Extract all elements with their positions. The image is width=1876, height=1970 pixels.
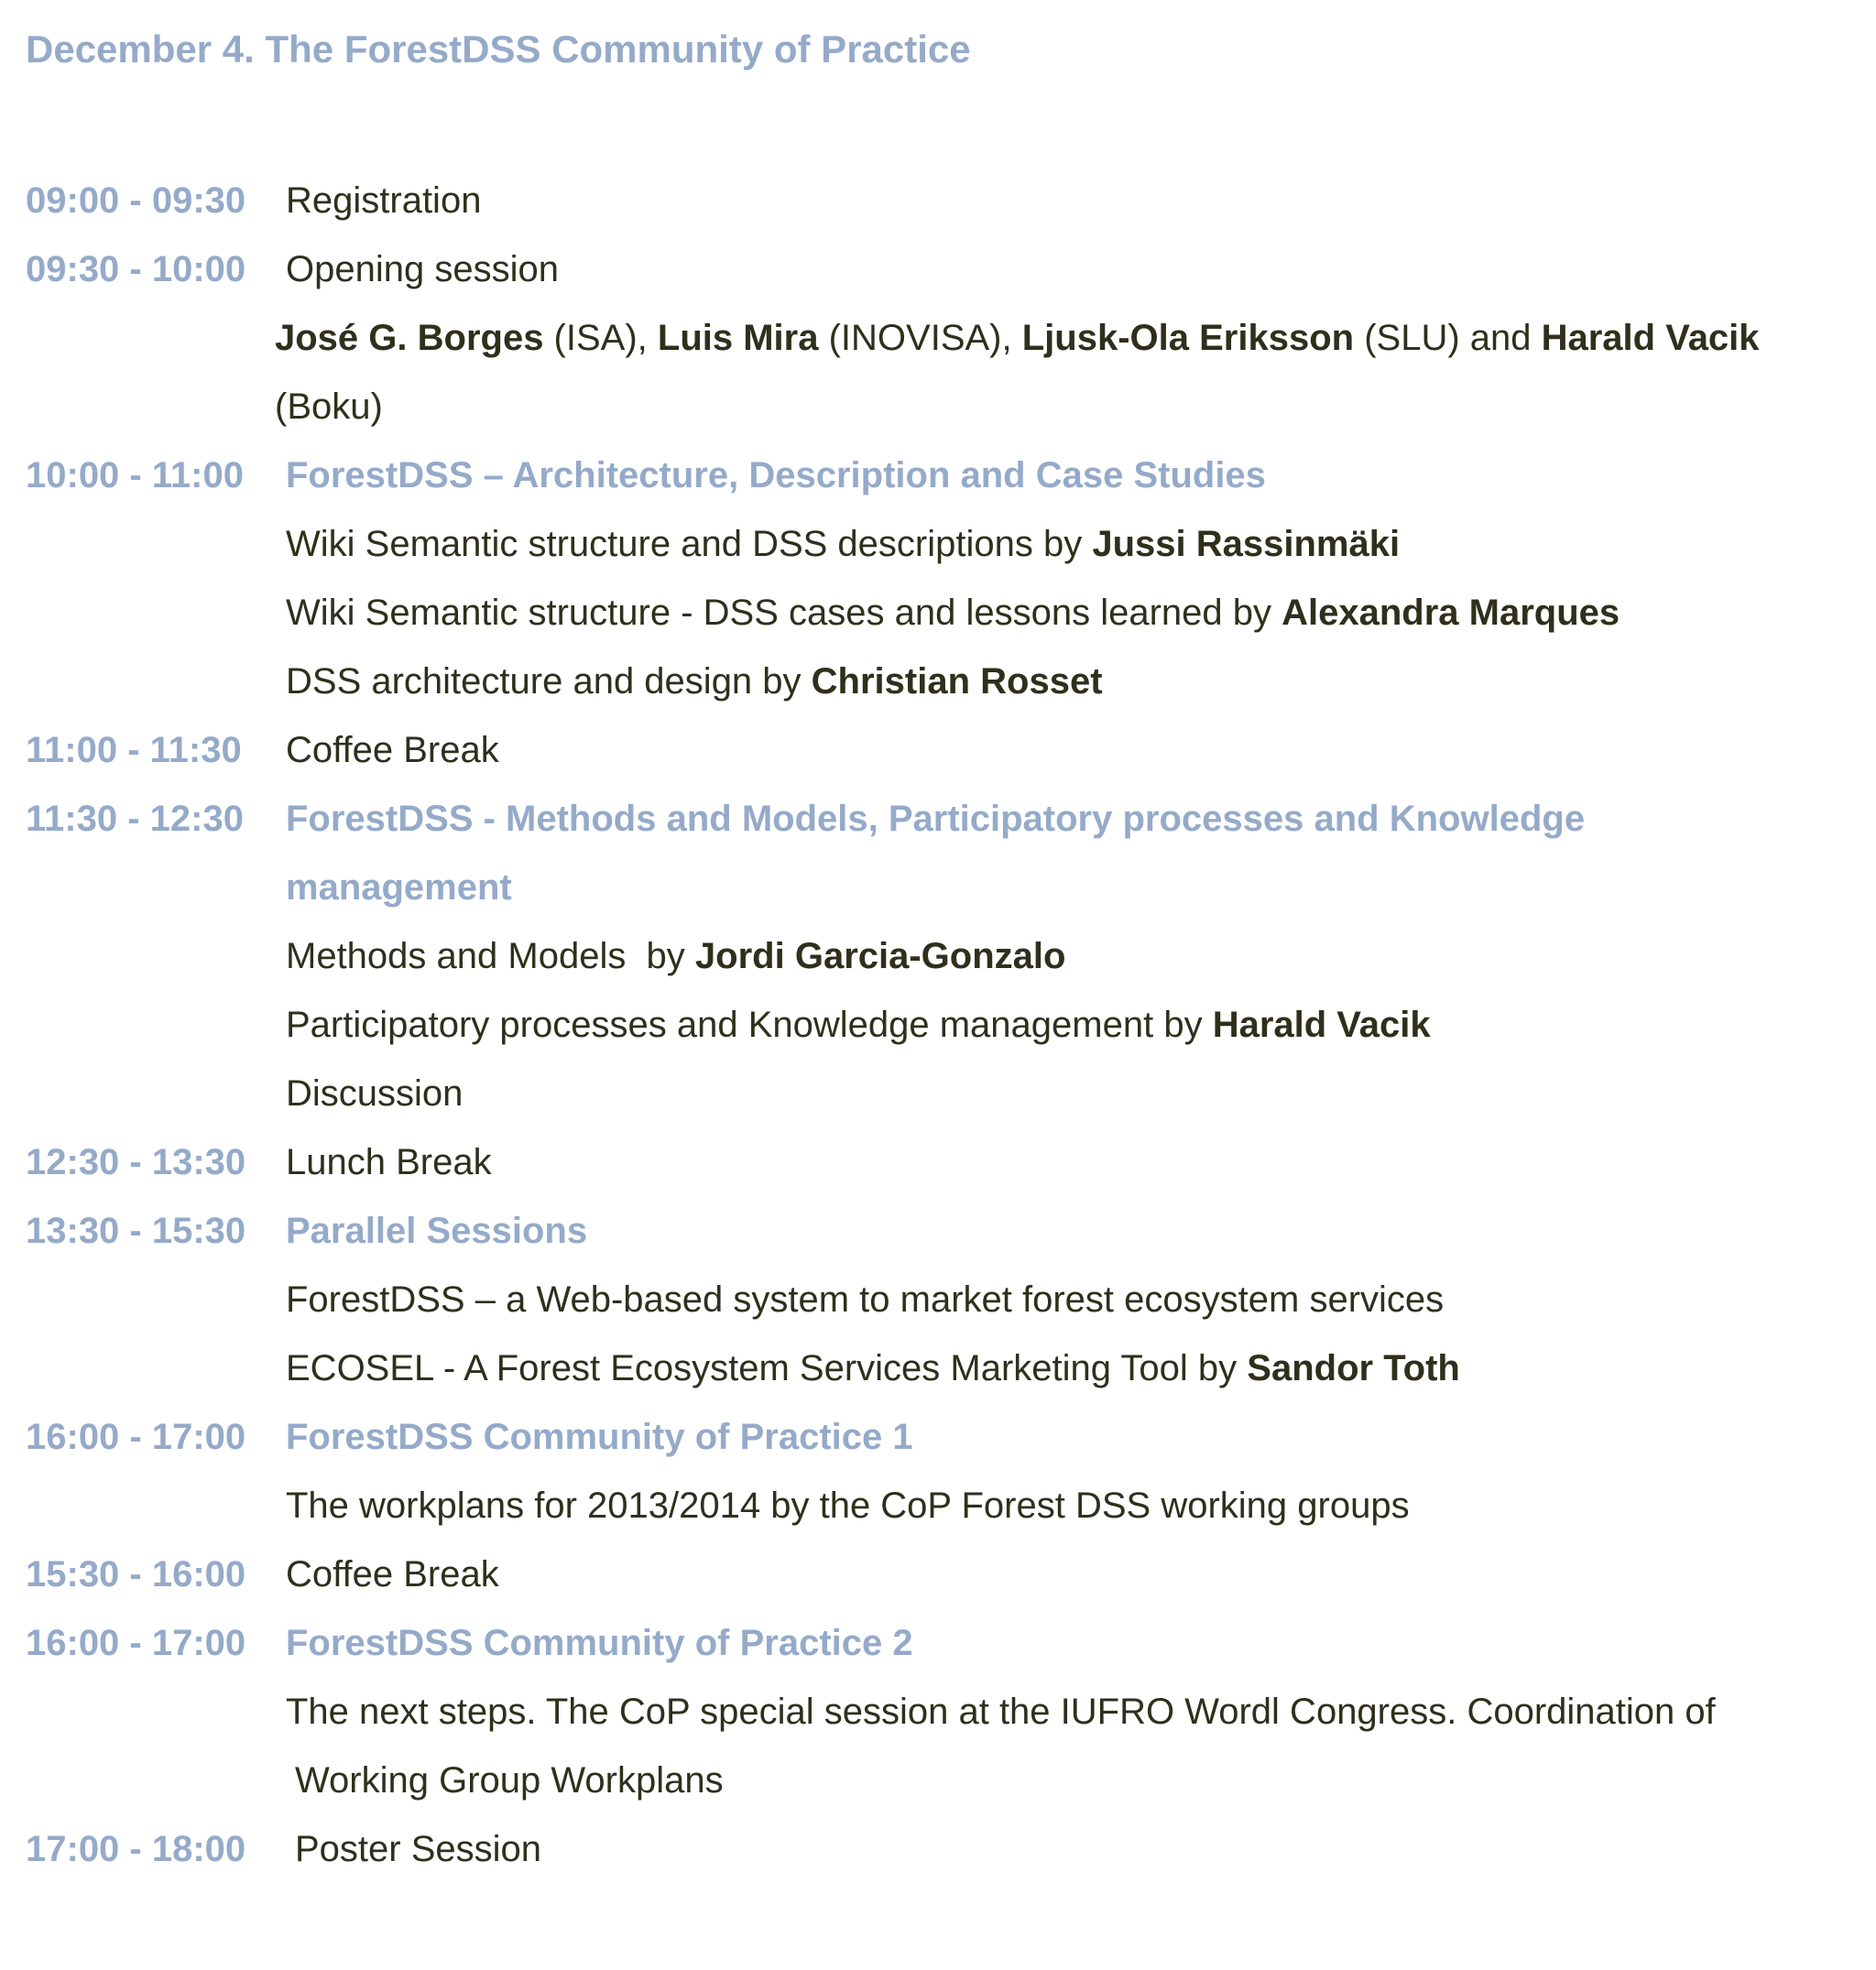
session-title: management bbox=[286, 867, 512, 908]
agenda-row bbox=[0, 1540, 1876, 1609]
speaker-org: (ISA), bbox=[543, 318, 658, 358]
speaker-name: Sandor Toth bbox=[1247, 1348, 1460, 1388]
talk-title: DSS architecture and design by bbox=[286, 661, 812, 702]
speaker-org: (Boku) bbox=[275, 386, 383, 427]
session-title: ForestDSS Community of Practice 2 bbox=[286, 1623, 913, 1663]
session-title: ForestDSS - Methods and Models, Participatory processes and Knowledge bbox=[286, 799, 1586, 839]
talk-line bbox=[0, 922, 1876, 991]
time-slot: 09:30 - 10:00 bbox=[26, 249, 246, 289]
talk-title: The next steps. The CoP special session at the IUFRO Wordl Congress. Coordination of bbox=[286, 1692, 1716, 1732]
time-slot: 11:30 - 12:30 bbox=[26, 799, 244, 839]
talk-line bbox=[0, 1472, 1876, 1540]
agenda-row bbox=[0, 1609, 1876, 1678]
session-title: ForestDSS – Architecture, Description and Case Studies bbox=[286, 455, 1266, 495]
talk-title: Wiki Semantic structure - DSS cases and lessons learned by bbox=[286, 593, 1282, 633]
speaker-name: Jordi Garcia-Gonzalo bbox=[694, 936, 1066, 976]
talk-line bbox=[0, 991, 1876, 1060]
speaker-name: Jussi Rassinmäki bbox=[1092, 524, 1401, 564]
talk-line bbox=[0, 1060, 1876, 1128]
talk-text bbox=[286, 922, 1065, 991]
speaker-name: José G. Borges bbox=[275, 318, 544, 358]
agenda-row bbox=[0, 1815, 1876, 1884]
time-slot: 16:00 - 17:00 bbox=[26, 1623, 246, 1663]
session-title: Parallel Sessions bbox=[286, 1211, 588, 1251]
talk-line bbox=[0, 648, 1876, 716]
talk-text bbox=[286, 1334, 1460, 1403]
agenda-item: Coffee Break bbox=[286, 1554, 499, 1595]
agenda-item: Registration bbox=[286, 180, 482, 221]
speaker-name: Luis Mira bbox=[657, 318, 819, 358]
talk-text bbox=[286, 510, 1400, 579]
talk-title: Methods and Models by bbox=[286, 936, 695, 976]
agenda-item: Opening session bbox=[286, 249, 559, 289]
talk-line bbox=[0, 1266, 1876, 1334]
agenda-row bbox=[0, 1128, 1876, 1197]
talk-line bbox=[0, 510, 1876, 579]
agenda-row bbox=[0, 716, 1876, 785]
talk-title: Participatory processes and Knowledge management by bbox=[286, 1005, 1213, 1045]
time-slot: 09:00 - 09:30 bbox=[26, 180, 246, 221]
agenda-item: Poster Session bbox=[295, 1829, 542, 1869]
agenda-row bbox=[0, 441, 1876, 510]
agenda-row bbox=[0, 1403, 1876, 1472]
speaker-name: Christian Rosset bbox=[811, 661, 1103, 702]
agenda-row bbox=[0, 235, 1876, 304]
talk-title: Working Group Workplans bbox=[295, 1760, 724, 1801]
talk-title: The workplans for 2013/2014 by the CoP Forest DSS working groups bbox=[286, 1486, 1410, 1526]
session-title: ForestDSS Community of Practice 1 bbox=[286, 1417, 913, 1457]
time-slot: 12:30 - 13:30 bbox=[26, 1142, 246, 1182]
talk-text bbox=[286, 991, 1431, 1060]
speaker-org: (INOVISA), bbox=[818, 318, 1022, 358]
agenda-item: Coffee Break bbox=[286, 730, 499, 770]
speakers-text bbox=[275, 304, 1760, 373]
talk-line bbox=[0, 579, 1876, 648]
speaker-name: Harald Vacik bbox=[1541, 318, 1760, 358]
page-title: December 4. The ForestDSS Community of Practice bbox=[26, 27, 971, 71]
agenda-row bbox=[0, 1197, 1876, 1266]
talk-title: Discussion bbox=[286, 1073, 464, 1114]
talk-line bbox=[0, 1747, 1876, 1815]
talk-line bbox=[0, 1678, 1876, 1747]
talk-title: ECOSEL - A Forest Ecosystem Services Marketing Tool by bbox=[286, 1348, 1248, 1388]
agenda-item: Lunch Break bbox=[286, 1142, 492, 1182]
agenda-row bbox=[0, 167, 1876, 235]
session-title-cont bbox=[0, 854, 1876, 922]
talk-title: ForestDSS – a Web-based system to market forest ecosystem services bbox=[286, 1279, 1445, 1320]
time-slot: 15:30 - 16:00 bbox=[26, 1554, 246, 1595]
talk-title: Wiki Semantic structure and DSS descriptions by bbox=[286, 524, 1093, 564]
time-slot: 13:30 - 15:30 bbox=[26, 1211, 246, 1251]
talk-line bbox=[0, 1334, 1876, 1403]
talk-text bbox=[286, 579, 1620, 648]
speaker-name: Ljusk-Ola Eriksson bbox=[1021, 318, 1355, 358]
speaker-name: Harald Vacik bbox=[1212, 1005, 1431, 1045]
speaker-name: Alexandra Marques bbox=[1282, 593, 1620, 633]
agenda-row bbox=[0, 785, 1876, 854]
talk-text bbox=[286, 648, 1103, 716]
time-slot: 10:00 - 11:00 bbox=[26, 455, 244, 495]
time-slot: 17:00 - 18:00 bbox=[26, 1829, 246, 1869]
speaker-org: (SLU) and bbox=[1354, 318, 1542, 358]
time-slot: 11:00 - 11:30 bbox=[26, 730, 242, 770]
speakers-line bbox=[0, 304, 1876, 373]
speakers-line bbox=[0, 373, 1876, 441]
time-slot: 16:00 - 17:00 bbox=[26, 1417, 246, 1457]
